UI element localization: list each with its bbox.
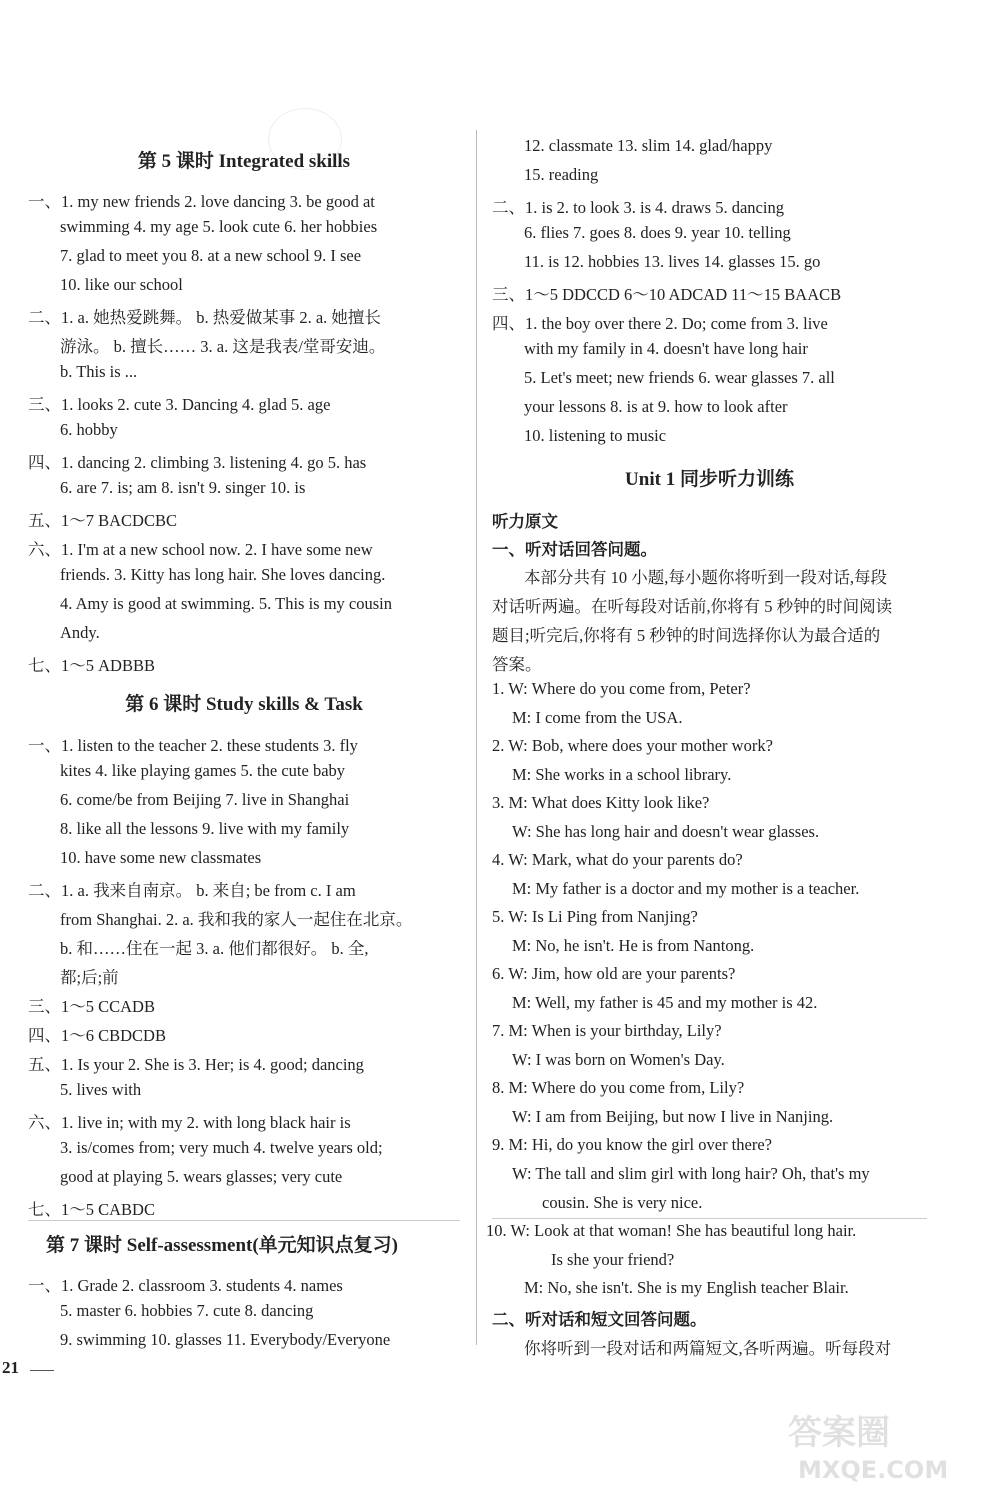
text-line: 8. like all the lessons 9. live with my family <box>60 819 350 838</box>
text-line: 10. like our school <box>60 275 183 294</box>
dialogue-line: M: Well, my father is 45 and my mother is 42. <box>512 993 818 1012</box>
dialogue-line: M: I come from the USA. <box>512 708 683 727</box>
text-line: from Shanghai. 2. a. 我和我的家人一起住在北京。 <box>60 910 413 929</box>
text-line: 6. are 7. is; am 8. isn't 9. singer 10. is <box>60 478 306 497</box>
dialogue-line: W: She has long hair and doesn't wear glasses. <box>512 822 820 841</box>
text-line: 二、1. a. 我来自南京。 b. 来自; be from c. I am <box>28 881 356 900</box>
dialogue-line: 7. M: When is your birthday, Lily? <box>492 1021 722 1040</box>
text-line: 对话听两遍。在听每段对话前,你将有 5 秒钟的时间阅读 <box>492 597 893 616</box>
text-line: 12. classmate 13. slim 14. glad/happy <box>524 136 773 155</box>
text-line: 题目;听完后,你将有 5 秒钟的时间选择你认为最合适的 <box>492 626 881 645</box>
text-line: 七、1～5 ADBBB <box>28 656 155 675</box>
text-line: 三、1～5 DDCCD 6～10 ADCAD 11～15 BAACB <box>492 285 842 304</box>
section-heading: 一、听对话回答问题。 <box>492 540 657 559</box>
text-line: swimming 4. my age 5. look cute 6. her hobbies <box>60 217 378 236</box>
dialogue-line: M: My father is a doctor and my mother is a teacher. <box>512 879 860 898</box>
text-line: 6. flies 7. goes 8. does 9. year 10. telling <box>524 223 791 242</box>
text-line: 四、1. the boy over there 2. Do; come from 3. live <box>492 314 828 333</box>
text-line: Andy. <box>60 623 100 642</box>
text-line: 5. Let's meet; new friends 6. wear glasses 7. all <box>524 368 835 387</box>
text-line: 11. is 12. hobbies 13. lives 14. glasses 15. go <box>524 252 821 271</box>
dialogue-line: 4. W: Mark, what do your parents do? <box>492 850 743 869</box>
text-line: 七、1～5 CABDC <box>28 1200 155 1219</box>
text-line: 四、1～6 CBDCDB <box>28 1026 166 1045</box>
text-line: with my family in 4. doesn't have long hair <box>524 339 808 358</box>
lesson-5-title: 第 5 课时 Integrated skills <box>137 151 351 172</box>
text-line: 一、1. Grade 2. classroom 3. students 4. names <box>28 1276 343 1295</box>
page-number-rule <box>30 1370 54 1371</box>
text-line: 六、1. I'm at a new school now. 2. I have some new <box>28 540 373 559</box>
text-line: 4. Amy is good at swimming. 5. This is my cousin <box>60 594 393 613</box>
dialogue-line: 10. W: Look at that woman! She has beautiful long hair. <box>486 1221 857 1240</box>
text-line: 3. is/comes from; very much 4. twelve years old; <box>60 1138 383 1157</box>
text-line: b. This is ... <box>60 362 138 381</box>
text-line: 答案。 <box>492 655 542 674</box>
text-line: 10. listening to music <box>524 426 667 445</box>
dialogue-line: M: No, he isn't. He is from Nantong. <box>512 936 755 955</box>
text-line: 10. have some new classmates <box>60 848 262 867</box>
dialogue-line: 9. M: Hi, do you know the girl over there? <box>492 1135 772 1154</box>
section-heading: 听力原文 <box>492 512 558 531</box>
text-line: 7. glad to meet you 8. at a new school 9. I see <box>60 246 362 265</box>
section-heading: 二、听对话和短文回答问题。 <box>492 1310 707 1329</box>
text-line: kites 4. like playing games 5. the cute baby <box>60 761 346 780</box>
text-line: 5. master 6. hobbies 7. cute 8. dancing <box>60 1301 314 1320</box>
dialogue-line: 3. M: What does Kitty look like? <box>492 793 710 812</box>
dialogue-line: 2. W: Bob, where does your mother work? <box>492 736 773 755</box>
text-line: 二、1. is 2. to look 3. is 4. draws 5. dancing <box>492 198 784 217</box>
text-line: 一、1. my new friends 2. love dancing 3. be good at <box>28 192 375 211</box>
dialogue-line: 1. W: Where do you come from, Peter? <box>492 679 751 698</box>
dialogue-line: 8. M: Where do you come from, Lily? <box>492 1078 745 1097</box>
text-line: 15. reading <box>524 165 599 184</box>
text-line: 本部分共有 10 小题,每小题你将听到一段对话,每段 <box>524 568 887 587</box>
text-line: 五、1～7 BACDCBC <box>28 511 177 530</box>
dialogue-line: M: She works in a school library. <box>512 765 732 784</box>
text-line: 一、1. listen to the teacher 2. these students 3. fly <box>28 736 358 755</box>
text-line: 你将听到一段对话和两篇短文,各听两遍。听每段对 <box>524 1339 892 1358</box>
text-line: friends. 3. Kitty has long hair. She loves dancing. <box>60 565 386 584</box>
dialogue-line: 6. W: Jim, how old are your parents? <box>492 964 736 983</box>
text-line: 6. hobby <box>60 420 118 439</box>
text-line: good at playing 5. wears glasses; very cute <box>60 1167 343 1186</box>
text-line: 9. swimming 10. glasses 11. Everybody/Everyone <box>60 1330 391 1349</box>
text-line: b. 和……住在一起 3. a. 他们都很好。 b. 全, <box>60 939 369 958</box>
column-divider <box>476 130 477 1345</box>
text-line: 游泳。 b. 擅长…… 3. a. 这是我表/堂哥安迪。 <box>60 337 386 356</box>
watermark-brand: 答案圈 <box>788 1413 890 1453</box>
text-line: your lessons 8. is at 9. how to look after <box>524 397 788 416</box>
text-line: 四、1. dancing 2. climbing 3. listening 4. go 5. has <box>28 453 367 472</box>
text-line: 三、1～5 CCADB <box>28 997 155 1016</box>
dialogue-line: cousin. She is very nice. <box>542 1193 703 1212</box>
dialogue-line: Is she your friend? <box>551 1250 675 1269</box>
watermark-logo <box>778 1406 978 1486</box>
dialogue-line: W: I am from Beijing, but now I live in Nanjing. <box>512 1107 834 1126</box>
watermark-url: MXQE.COM <box>798 1456 949 1484</box>
text-line: 六、1. live in; with my 2. with long black hair is <box>28 1113 351 1132</box>
dialogue-line: W: The tall and slim girl with long hair? Oh, that's my <box>512 1164 870 1183</box>
lesson-7-title: 第 7 课时 Self-assessment(单元知识点复习) <box>46 1235 399 1256</box>
dialogue-line: 5. W: Is Li Ping from Nanjing? <box>492 907 698 926</box>
text-line: 6. come/be from Beijing 7. live in Shanghai <box>60 790 350 809</box>
unit-1-title: Unit 1 同步听力训练 <box>625 469 794 490</box>
dialogue-line: M: No, she isn't. She is my English teacher Blair. <box>524 1278 849 1297</box>
text-line: 五、1. Is your 2. She is 3. Her; is 4. good; dancing <box>28 1055 364 1074</box>
lesson-6-title: 第 6 课时 Study skills & Task <box>125 694 363 715</box>
section-rule <box>492 1218 927 1219</box>
page-number: 21 <box>2 1358 19 1377</box>
section-rule <box>28 1220 460 1221</box>
text-line: 二、1. a. 她热爱跳舞。 b. 热爱做某事 2. a. 她擅长 <box>28 308 381 327</box>
text-line: 5. lives with <box>60 1080 142 1099</box>
dialogue-line: W: I was born on Women's Day. <box>512 1050 725 1069</box>
text-line: 三、1. looks 2. cute 3. Dancing 4. glad 5. age <box>28 395 331 414</box>
text-line: 都;后;前 <box>60 968 119 987</box>
